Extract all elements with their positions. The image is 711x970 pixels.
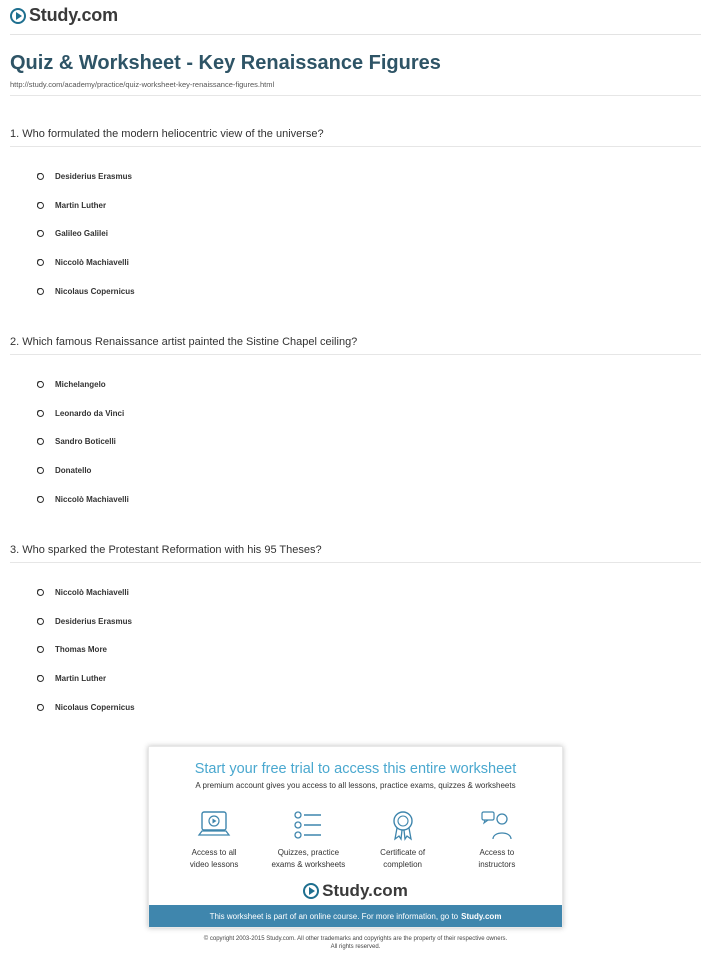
answer-option[interactable] bbox=[10, 427, 701, 456]
feature-list bbox=[167, 808, 544, 871]
feature-label-line1: Access to all bbox=[191, 848, 237, 857]
feature-video-lessons bbox=[169, 808, 259, 871]
radio-icon[interactable] bbox=[37, 675, 44, 682]
answer-option[interactable] bbox=[10, 664, 701, 693]
quiz-list-icon bbox=[291, 809, 325, 841]
option-label: Michelangelo bbox=[55, 379, 106, 389]
page-title: Quiz & Worksheet - Key Renaissance Figures bbox=[10, 52, 441, 74]
promo-info-bar bbox=[149, 905, 562, 927]
header-divider bbox=[10, 34, 701, 35]
radio-icon[interactable] bbox=[37, 618, 44, 625]
rights-line: All rights reserved. bbox=[330, 944, 381, 950]
feature-certificate bbox=[358, 808, 448, 871]
radio-icon[interactable] bbox=[37, 381, 44, 388]
promo-bar-text: This worksheet is part of an online course. For more information, go to bbox=[209, 911, 459, 921]
radio-icon[interactable] bbox=[37, 202, 44, 209]
question-text: 2. Which famous Renaissance artist painted the Sistine Chapel ceiling? bbox=[10, 336, 701, 355]
answer-option[interactable] bbox=[10, 162, 701, 191]
instructor-icon bbox=[480, 809, 514, 841]
feature-label-line2: exams & worksheets bbox=[271, 860, 346, 869]
answer-option[interactable] bbox=[10, 277, 701, 306]
option-label: Leonardo da Vinci bbox=[55, 408, 125, 418]
copyright-line: © copyright 2003-2015 Study.com. All other trademarks and copyrights are the property of their respective owners. bbox=[203, 936, 508, 942]
play-circle-icon bbox=[303, 883, 319, 899]
promo-bar-link[interactable]: Study.com bbox=[461, 911, 502, 921]
radio-icon[interactable] bbox=[37, 410, 44, 417]
feature-label-line1: Access to bbox=[479, 848, 515, 857]
radio-icon[interactable] bbox=[37, 496, 44, 503]
option-label: Thomas More bbox=[55, 645, 108, 655]
option-label: Nicolaus Copernicus bbox=[55, 702, 135, 712]
option-label: Donatello bbox=[55, 465, 92, 475]
radio-icon[interactable] bbox=[37, 467, 44, 474]
question-1 bbox=[10, 128, 701, 305]
radio-icon[interactable] bbox=[37, 589, 44, 596]
option-label: Niccolò Machiavelli bbox=[55, 587, 129, 597]
radio-icon[interactable] bbox=[37, 173, 44, 180]
option-label: Nicolaus Copernicus bbox=[55, 286, 135, 296]
question-3 bbox=[10, 544, 701, 721]
option-label: Niccolò Machiavelli bbox=[55, 257, 129, 267]
free-trial-promo[interactable] bbox=[148, 746, 563, 928]
answer-options bbox=[10, 370, 701, 513]
feature-label-line2: instructors bbox=[478, 860, 516, 869]
answer-option[interactable] bbox=[10, 370, 701, 399]
feature-label-line1: Certificate of bbox=[380, 848, 426, 857]
answer-option[interactable] bbox=[10, 456, 701, 485]
question-2 bbox=[10, 336, 701, 513]
option-label: Desiderius Erasmus bbox=[55, 616, 132, 626]
answer-options bbox=[10, 162, 701, 305]
feature-quizzes bbox=[263, 808, 353, 871]
question-text: 3. Who sparked the Protestant Reformation with his 95 Theses? bbox=[10, 544, 701, 563]
study-logo[interactable] bbox=[10, 5, 118, 26]
radio-icon[interactable] bbox=[37, 288, 44, 295]
promo-heading[interactable]: Start your free trial to access this entire worksheet bbox=[194, 761, 517, 777]
page-url: http://study.com/academy/practice/quiz-worksheet-key-renaissance-figures.html bbox=[10, 80, 275, 89]
promo-logo[interactable] bbox=[149, 881, 562, 901]
answer-option[interactable] bbox=[10, 635, 701, 664]
option-label: Galileo Galilei bbox=[55, 229, 108, 239]
radio-icon[interactable] bbox=[37, 704, 44, 711]
option-label: Desiderius Erasmus bbox=[55, 171, 132, 181]
url-divider bbox=[10, 95, 701, 96]
radio-icon[interactable] bbox=[37, 230, 44, 237]
promo-logo-text: Study.com bbox=[322, 881, 408, 900]
answer-option[interactable] bbox=[10, 693, 701, 722]
option-label: Sandro Boticelli bbox=[55, 437, 116, 447]
radio-icon[interactable] bbox=[37, 259, 44, 266]
answer-option[interactable] bbox=[10, 399, 701, 428]
option-label: Martin Luther bbox=[55, 200, 107, 210]
answer-option[interactable] bbox=[10, 191, 701, 220]
certificate-icon bbox=[386, 809, 420, 841]
feature-label-line1: Quizzes, practice bbox=[277, 848, 340, 857]
promo-subheading: A premium account gives you access to all lessons, practice exams, quizzes & worksheets bbox=[195, 781, 516, 790]
radio-icon[interactable] bbox=[37, 646, 44, 653]
option-label: Martin Luther bbox=[55, 673, 107, 683]
answer-option[interactable] bbox=[10, 578, 701, 607]
feature-instructors bbox=[452, 808, 542, 871]
answer-options bbox=[10, 578, 701, 721]
video-lesson-icon bbox=[197, 809, 231, 841]
feature-label-line2: video lessons bbox=[189, 860, 239, 869]
answer-option[interactable] bbox=[10, 219, 701, 248]
feature-label-line2: completion bbox=[383, 860, 422, 869]
answer-option[interactable] bbox=[10, 248, 701, 277]
radio-icon[interactable] bbox=[37, 438, 44, 445]
copyright-footer bbox=[0, 935, 711, 951]
option-label: Niccolò Machiavelli bbox=[55, 494, 129, 504]
logo-text: Study.com bbox=[29, 5, 118, 25]
play-circle-icon bbox=[10, 8, 26, 24]
answer-option[interactable] bbox=[10, 485, 701, 514]
question-text: 1. Who formulated the modern heliocentric view of the universe? bbox=[10, 128, 701, 147]
answer-option[interactable] bbox=[10, 607, 701, 636]
